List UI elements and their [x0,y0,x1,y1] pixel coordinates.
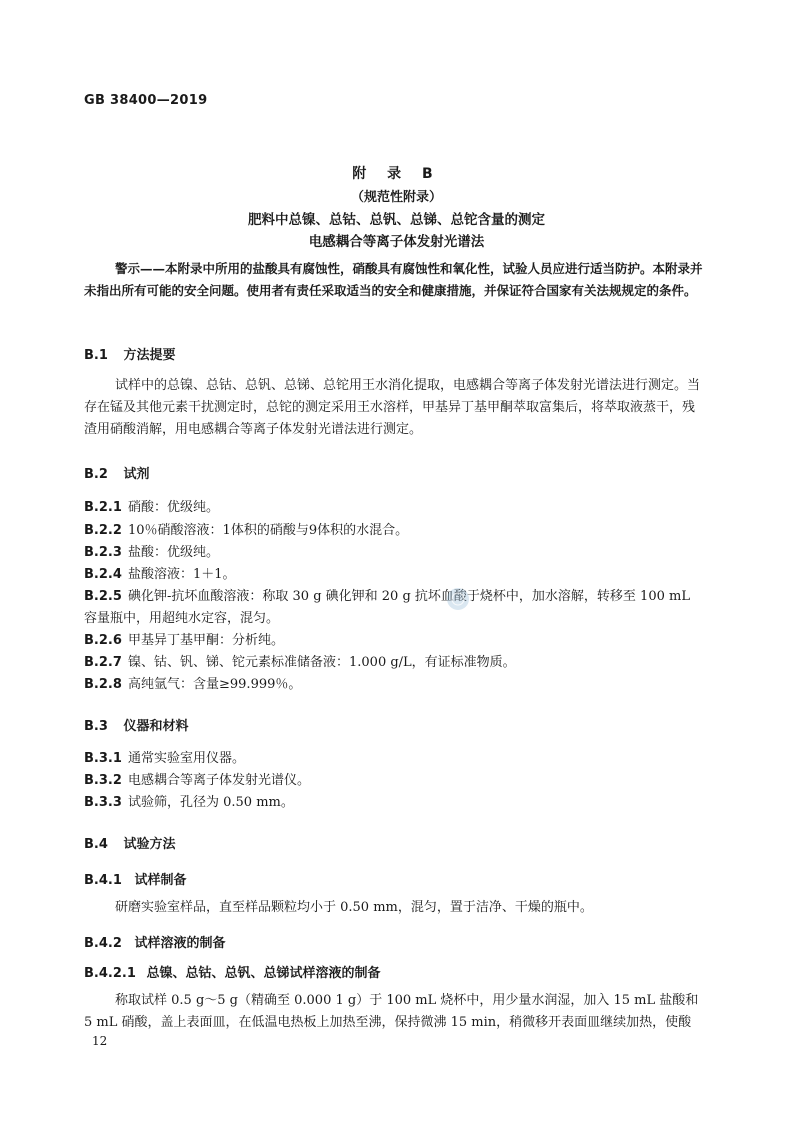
item-number: B.2.8 [84,677,122,692]
list-item [84,497,706,519]
list-item [84,652,706,674]
list-item [84,542,706,564]
item-text: 试验筛，孔径为 0.50 mm。 [128,795,294,810]
item-text: 通常实验室用仪器。 [128,751,246,766]
annex-type: （规范性附录） [350,190,442,205]
section-number: B.4.1 [84,873,122,888]
section-number: B.4.2 [84,936,122,951]
section-title: 试样溶液的制备 [134,936,226,951]
item-number: B.2.7 [84,655,122,670]
annex-name-line1: 肥料中总镍、总钴、总钒、总锑、总铊含量的测定 [248,212,545,228]
item-text: 碘化钾-抗坏血酸溶液：称取 30 g 碘化钾和 20 g 抗坏血酸于烧杯中，加水溶解，转移至 100 mL 容量瓶中，用超纯水定容，混匀。 [84,589,690,626]
list-item [84,564,706,586]
section-title: 仪器和材料 [123,719,189,734]
section-title: 试验方法 [123,837,176,852]
item-text: 盐酸溶液：1＋1。 [128,567,236,582]
section-heading-b2 [84,463,150,482]
section-number: B.4 [84,837,108,852]
annex-title: 附 录 B [352,166,441,182]
section-title: 试剂 [123,467,150,482]
b41-paragraph: 研磨实验室样品，直至样品颗粒均小于 0.50 mm，混匀，置于洁净、干燥的瓶中。 [115,900,593,915]
item-number: B.2.1 [84,500,122,515]
section-title: 方法提要 [123,348,176,363]
list-item [84,674,706,696]
annex-name-line2: 电感耦合等离子体发射光谱法 [308,234,485,250]
section-number: B.1 [84,348,108,363]
list-item [84,520,706,542]
section-heading-b1 [84,344,176,363]
item-number: B.2.6 [84,633,122,648]
warning-paragraph: 警示——本附录中所用的盐酸具有腐蚀性，硝酸具有腐蚀性和氧化性，试验人员应进行适当防护。本附录并未指出所有可能的安全问题。使用者有责任采取适当的安全和健康措施，并保证符合国家有关法规规定的条件。 [84,261,703,298]
watermark-stamp [447,588,469,610]
b1-paragraph: 试样中的总镍、总钴、总钒、总锑、总铊用王水消化提取，电感耦合等离子体发射光谱法进行测定。当存在锰及其他元素干扰测定时，总铊的测定采用王水溶样，甲基异丁基甲酮萃取富集后，将萃取液蒸干，残渣用硝酸消解，用电感耦合等离子体发射光谱法进行测定。 [84,378,701,437]
item-number: B.3.2 [84,773,122,788]
item-number: B.3.3 [84,795,122,810]
item-number: B.2.5 [84,589,122,604]
item-text: 盐酸：优级纯。 [128,545,220,560]
list-item [84,770,706,792]
item-text: 高纯氩气：含量≥99.999％。 [128,677,302,692]
watermark-icon [451,592,465,606]
item-text: 硝酸：优级纯。 [128,500,220,515]
item-text: 电感耦合等离子体发射光谱仪。 [128,773,311,788]
item-text: 10％硝酸溶液：1体积的硝酸与9体积的水混合。 [128,523,409,538]
list-item [84,586,706,630]
section-heading-b421 [84,962,381,981]
b421-paragraph: 称取试样 0.5 g～5 g（精确至 0.000 1 g）于 100 mL 烧杯中，用少量水润湿，加入 15 mL 盐酸和 5 mL 硝酸，盖上表面皿，在低温电热板上加热至沸，保持微沸 15 min，稍微移开表面皿继续加热，使酸 [84,993,699,1030]
list-item [84,630,706,652]
item-number: B.2.4 [84,567,122,582]
item-number: B.2.3 [84,545,122,560]
section-heading-b42 [84,932,226,951]
page-number: 12 [92,1034,108,1048]
list-item [84,792,706,814]
item-text: 甲基异丁基甲酮：分析纯。 [128,633,285,648]
item-number: B.3.1 [84,751,122,766]
item-number: B.2.2 [84,523,122,538]
item-text: 镍、钴、钒、锑、铊元素标准储备液：1.000 g/L，有证标准物质。 [128,655,516,670]
section-number: B.3 [84,719,108,734]
section-heading-b41 [84,869,187,888]
section-heading-b4 [84,833,176,852]
list-item [84,748,706,770]
section-number: B.2 [84,467,108,482]
section-title: 试样制备 [134,873,187,888]
standard-code: GB 38400—2019 [84,93,208,108]
section-title: 总镍、总钴、总钒、总锑试样溶液的制备 [146,966,381,981]
section-heading-b3 [84,715,189,734]
section-number: B.4.2.1 [84,966,136,981]
